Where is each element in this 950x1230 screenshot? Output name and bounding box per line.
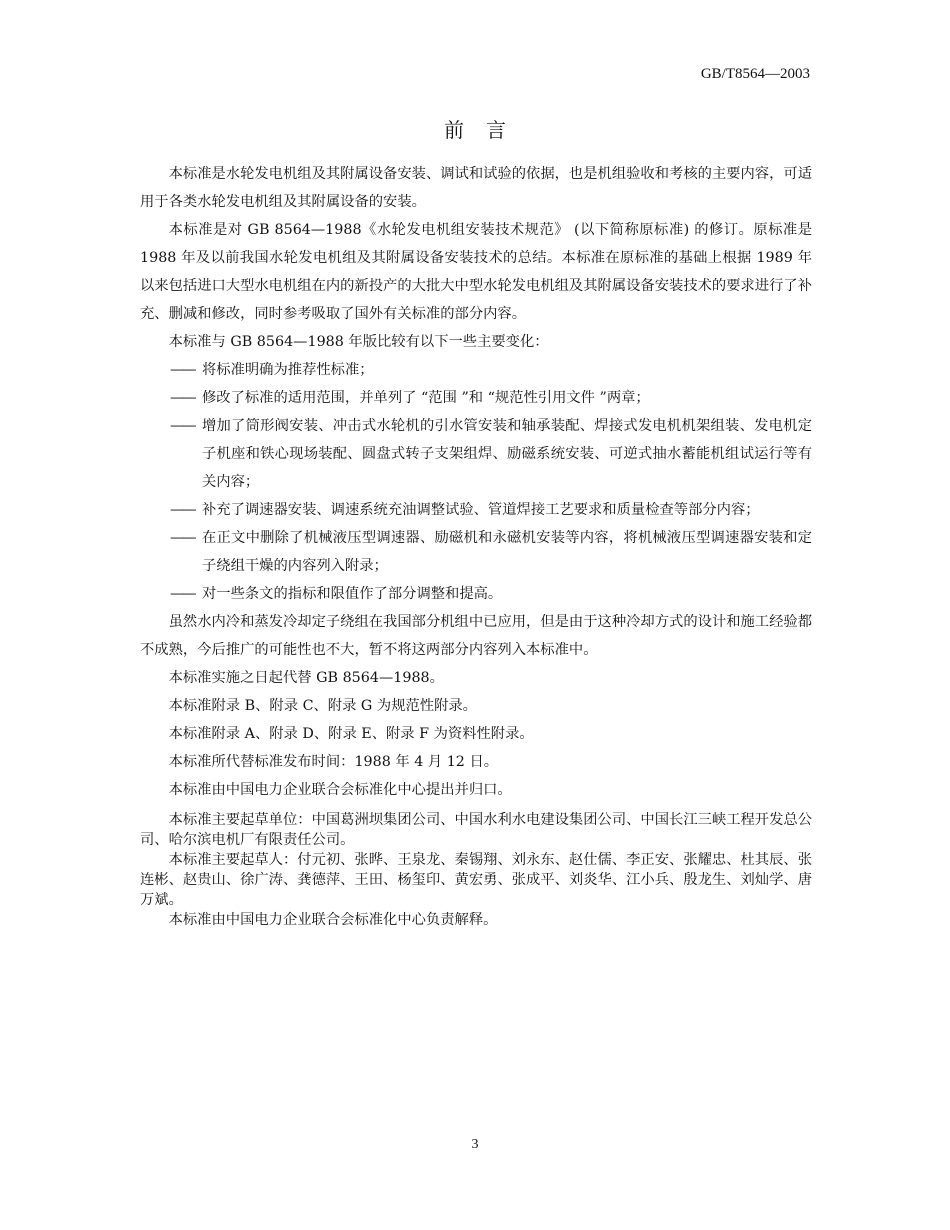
list-item-text: 对一些条文的指标和限值作了部分调整和提高。: [202, 586, 503, 602]
dash-mark: ——: [170, 362, 195, 378]
dash-mark: ——: [170, 502, 195, 518]
list-item: [140, 580, 812, 608]
paragraph-proposer: 本标准由中国电力企业联合会标准化中心提出并归口。: [168, 782, 512, 798]
list-item: [140, 384, 812, 412]
dash-mark: ——: [170, 390, 195, 406]
list-item-text: 修改了标准的适用范围，并单列了 “范围 ”和 “规范性引用文件 ”两章；: [202, 390, 650, 406]
paragraph-drafters: 本标准主要起草人：付元初、张晔、王泉龙、秦锡翔、刘永东、赵仕儒、李正安、张耀忠、杜其辰、张连彬、赵贵山、徐广涛、龚德萍、王田、杨玺印、黄宏勇、张成平、刘炎华、江小兵、殷龙生、刘灿学、唐万斌。: [140, 852, 812, 908]
foreword-body: [140, 160, 812, 930]
paragraph-purpose: 本标准是水轮发电机组及其附属设备安装、调试和试验的依据，也是机组验收和考核的主要内容，可适用于各类水轮发电机组及其附属设备的安装。: [140, 166, 812, 210]
paragraph-interpretation: 本标准由中国电力企业联合会标准化中心负责解释。: [168, 912, 498, 928]
list-item-text: 增加了筒形阀安装、冲击式水轮机的引水管安装和轴承装配、焊接式发电机机架组装、发电机定子机座和铁心现场装配、圆盘式转子支架组焊、励磁系统安装、可逆式抽水蓄能机组试运行等有关内容；: [202, 418, 812, 490]
standard-code: GB/T8564—2003: [700, 66, 810, 82]
dash-mark: ——: [170, 586, 195, 602]
list-item-text: 补充了调速器安装、调速系统充油调整试验、管道焊接工艺要求和质量检查等部分内容；: [202, 502, 760, 518]
paragraph-informative-annexes: 本标准附录 A、附录 D、附录 E、附录 F 为资料性附录。: [168, 726, 534, 742]
list-item: [140, 496, 812, 524]
paragraph-drafting-units: 本标准主要起草单位：中国葛洲坝集团公司、中国水利水电建设集团公司、中国长江三峡工程开发总公司、哈尔滨电机厂有限责任公司。: [140, 812, 812, 848]
dash-mark: ——: [170, 418, 195, 434]
paragraph-changes-intro: 本标准与 GB 8564—1988 年版比较有以下一些主要变化：: [168, 334, 549, 350]
list-item: [140, 412, 812, 496]
paragraph-replaces: 本标准实施之日起代替 GB 8564—1988。: [168, 670, 444, 686]
page-title: 前言: [444, 118, 528, 142]
dash-mark: ——: [170, 530, 195, 546]
list-item-text: 将标准明确为推荐性标准；: [202, 362, 374, 378]
paragraph-revision: 本标准是对 GB 8564—1988《水轮发电机组安装技术规范》 (以下简称原标准) 的修订。原标准是 1988 年及以前我国水轮发电机组及其附属设备安装技术的总结。本标准在原标准的基础上根据 1989 年以来包括进口大型水电机组在内的新投产的大批大中型水轮发电机组及其附属设备安装技术的要求进行了补充、删减和修改，同时参考吸取了国外有关标准的部分内容。: [140, 222, 812, 322]
list-item: [140, 524, 812, 580]
list-item: [140, 356, 812, 384]
paragraph-cooling-note: 虽然水内冷和蒸发冷却定子绕组在我国部分机组中已应用，但是由于这种冷却方式的设计和施工经验都不成熟，今后推广的可能性也不大，暂不将这两部分内容列入本标准中。: [140, 614, 812, 658]
paragraph-release-date: 本标准所代替标准发布时间：1988 年 4 月 12 日。: [168, 754, 499, 770]
page-number: 3: [471, 1137, 479, 1152]
list-item-text: 在正文中删除了机械液压型调速器、励磁机和永磁机安装等内容，将机械液压型调速器安装和定子绕组干燥的内容列入附录；: [202, 530, 812, 574]
paragraph-normative-annexes: 本标准附录 B、附录 C、附录 G 为规范性附录。: [168, 698, 477, 714]
